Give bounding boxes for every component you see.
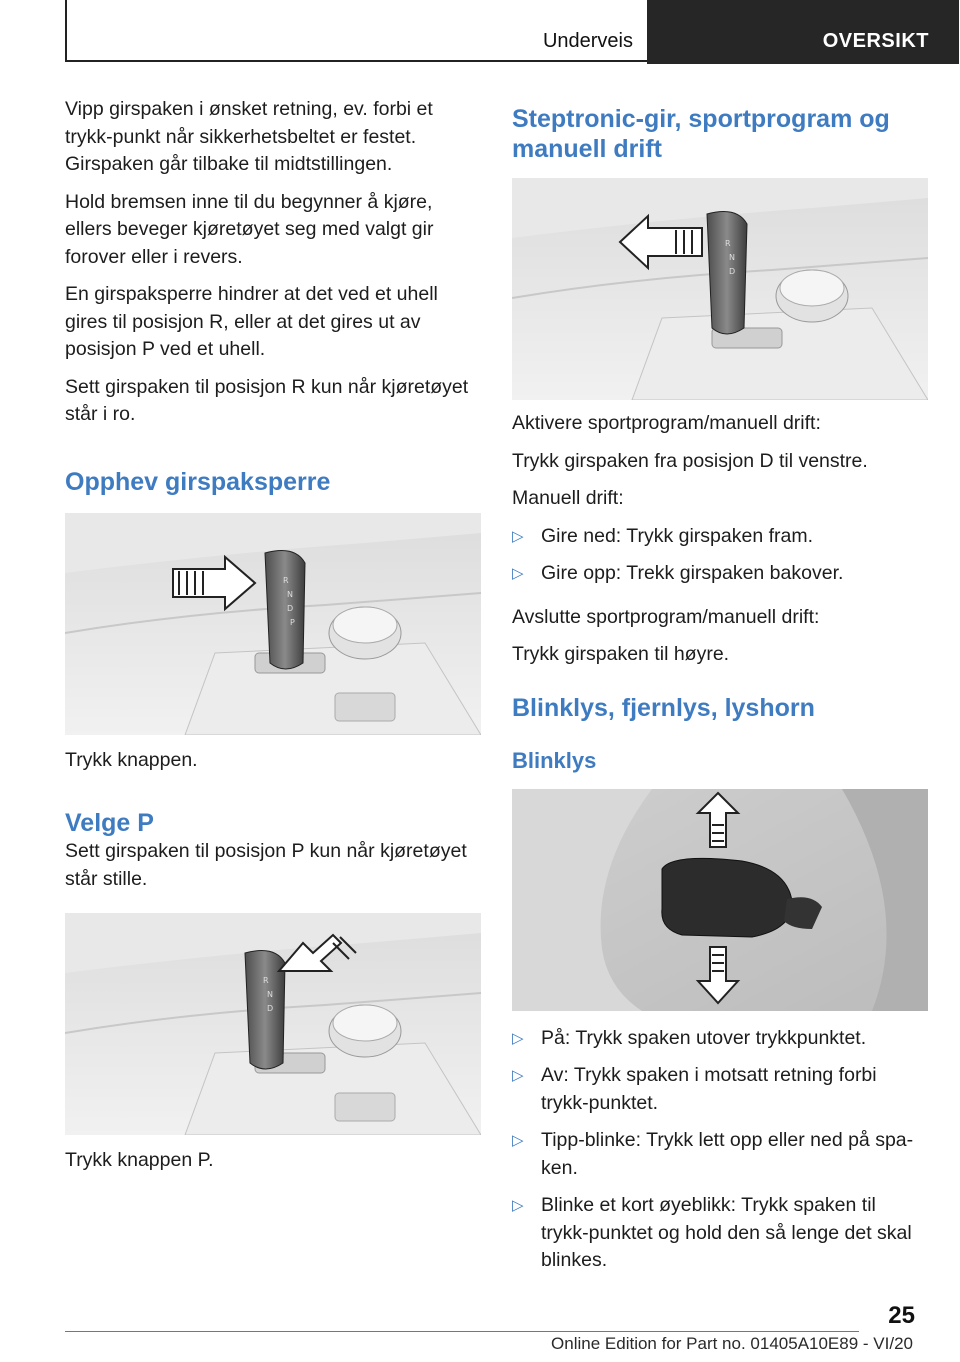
subsection-heading-blinker: Blinklys xyxy=(512,747,597,773)
triangle-bullet-icon: ▷ xyxy=(512,1197,524,1214)
svg-text:R: R xyxy=(725,239,731,248)
paragraph: Vipp girspaken i ønsket retning, ev. forbi et trykk-punkt når sikkerhetsbeltet er festet. Girspaken går tilbake til midtstillingen. xyxy=(65,98,433,175)
triangle-bullet-icon: ▷ xyxy=(512,1029,524,1047)
tab-section-label: Underveis xyxy=(542,30,633,52)
steptronic-illustration xyxy=(512,178,928,400)
svg-text:N: N xyxy=(267,990,273,999)
triangle-bullet-icon: ▷ xyxy=(512,1067,524,1084)
svg-text:D: D xyxy=(267,1004,274,1013)
svg-text:P: P xyxy=(290,617,295,627)
blinker-stalk-illustration xyxy=(512,789,928,1011)
list-item: ▷ På: Trykk spaken utover trykkpunktet. xyxy=(512,1025,928,1053)
header-tabs xyxy=(65,0,959,64)
paragraph: Hold bremsen inne til du begynner å kjøre, ellers beveger kjøretøyet seg med valgt gir forover eller i revers. xyxy=(65,190,434,268)
section-heading-release: Opphev girspaksperre xyxy=(65,467,331,496)
section-heading-steptronic: Steptronic-gir, sportprogram og manuell drift xyxy=(512,105,890,163)
section-heading-lights: Blinklys, fjernlys, lyshorn xyxy=(512,693,815,722)
triangle-bullet-icon: ▷ xyxy=(512,1132,524,1149)
triangle-bullet-icon: ▷ xyxy=(512,527,524,545)
svg-text:N: N xyxy=(287,589,293,599)
list-item: ▷ Blinke et kort øyeblikk: Trykk spaken til trykk-punktet og hold den så lenge det skal blinkes. xyxy=(512,1194,912,1271)
svg-text:R: R xyxy=(283,575,289,585)
list-item: ▷ Gire ned: Trykk girspaken fram. xyxy=(512,523,928,551)
figure-caption: Trykk knappen. xyxy=(65,748,198,771)
paragraph: Sett girspaken til posisjon R kun når kjøretøyet står i ro. xyxy=(65,375,469,425)
tab-chapter[interactable] xyxy=(647,0,959,64)
paragraph: Trykk girspaken til høyre. xyxy=(512,643,730,665)
section-heading-select-p: Velge P xyxy=(65,809,154,837)
svg-text:R: R xyxy=(263,976,269,985)
triangle-bullet-icon: ▷ xyxy=(512,565,524,582)
paragraph: Manuell drift: xyxy=(512,487,624,509)
paragraph: Trykk girspaken fra posisjon D til venstre. xyxy=(512,449,868,472)
list-item: ▷ Tipp-blinke: Trykk lett opp eller ned på spa-ken. xyxy=(512,1129,914,1179)
tab-section[interactable] xyxy=(65,0,649,62)
gear-lever-park-illustration xyxy=(65,913,481,1135)
list-item: ▷ Gire opp: Trekk girspaken bakover. xyxy=(512,560,928,588)
list-item: ▷ Av: Trykk spaken i motsatt retning forbi trykk-punktet. xyxy=(512,1064,877,1114)
svg-text:N: N xyxy=(729,253,735,262)
left-column xyxy=(65,96,481,1185)
paragraph: En girspaksperre hindrer at det ved et uhell gires til posisjon R, eller at det gires ut av posisjon P ved et uhell. xyxy=(65,283,438,360)
paragraph: Aktivere sportprogram/manuell drift: xyxy=(512,412,821,434)
paragraph: Sett girspaken til posisjon P kun når kjøretøyet står stille. xyxy=(65,840,467,890)
svg-text:D: D xyxy=(729,267,736,276)
manual-steps-list xyxy=(512,523,928,588)
footer-divider xyxy=(65,1331,859,1332)
blinker-steps-list xyxy=(512,1025,928,1275)
figure-caption: Trykk knappen P. xyxy=(65,1149,214,1171)
paragraph: Avslutte sportprogram/manuell drift: xyxy=(512,605,820,628)
page-number: 25 xyxy=(888,1302,915,1329)
tab-chapter-label: OVERSIKT xyxy=(822,30,929,52)
gear-lever-release-illustration xyxy=(65,513,481,735)
svg-text:D: D xyxy=(287,603,294,613)
right-column xyxy=(512,104,928,1285)
edition-note: Online Edition for Part no. 01405A10E89 - VI/20 xyxy=(551,1334,913,1353)
